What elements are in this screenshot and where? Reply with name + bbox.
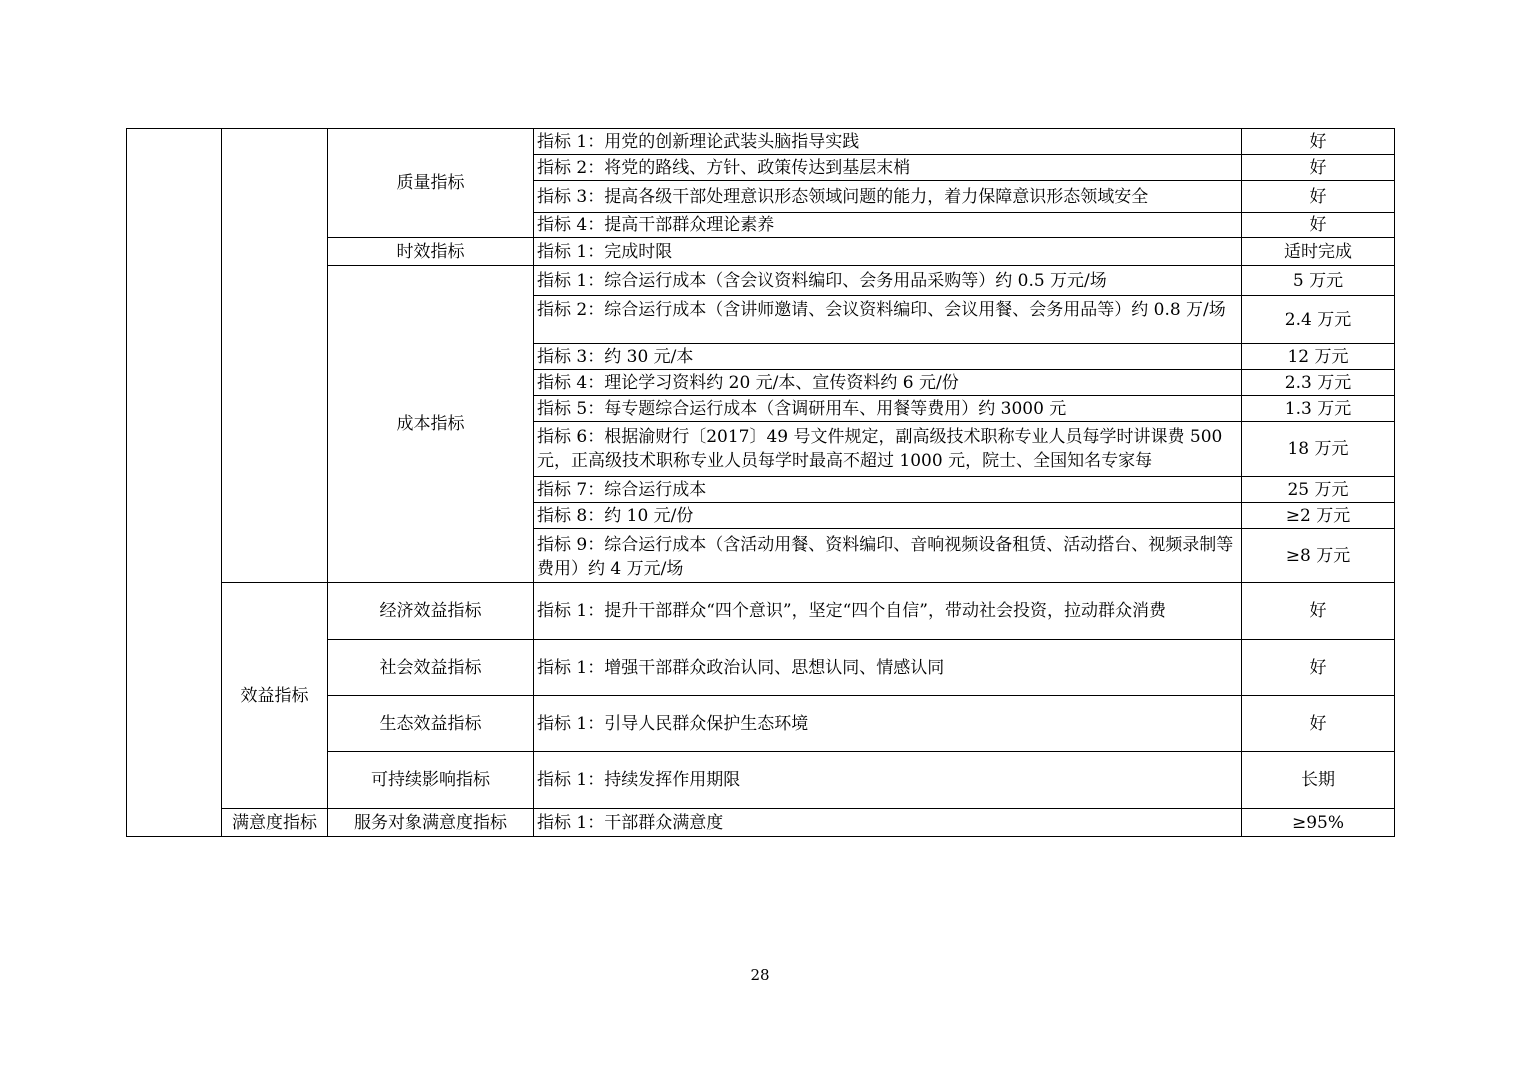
- indicator-text-clip: 指标 6：根据渝财行〔2017〕49 号文件规定，副高级技术职称专业人员每学时讲课费 500 元，正高级技术职称专业人员每学时最高不超过 1000 元，院士、全国知名专家每: [537, 427, 1223, 471]
- indicator-value: ≥8 万元: [1242, 529, 1395, 583]
- indicator-value: 长期: [1242, 752, 1395, 809]
- indicator-text: 指标 4：理论学习资料约 20 元/本、宣传资料约 6 元/份: [534, 370, 1242, 396]
- indicator-text: 指标 1：持续发挥作用期限: [534, 752, 1242, 809]
- indicator-value: 好: [1242, 213, 1395, 238]
- indicator-text: 指标 8：约 10 元/份: [534, 503, 1242, 529]
- category-economic: 经济效益指标: [328, 583, 534, 640]
- indicator-text: [534, 529, 1242, 583]
- second-level-output-cell: [222, 129, 328, 583]
- category-cost: 成本指标: [328, 266, 534, 583]
- indicator-value: 5 万元: [1242, 266, 1395, 296]
- table-row: [127, 129, 1395, 155]
- indicator-value: 25 万元: [1242, 477, 1395, 503]
- indicator-value: ≥95%: [1242, 809, 1395, 837]
- category-satisfaction: 满意度指标: [222, 809, 328, 837]
- table-row: [127, 809, 1395, 837]
- indicator-text: 指标 1：增强干部群众政治认同、思想认同、情感认同: [534, 640, 1242, 696]
- performance-indicator-table: [126, 128, 1395, 837]
- indicator-value: 2.4 万元: [1242, 296, 1395, 344]
- indicator-text: 指标 1：引导人民群众保护生态环境: [534, 696, 1242, 752]
- category-timeliness: 时效指标: [328, 238, 534, 266]
- indicator-value: 适时完成: [1242, 238, 1395, 266]
- category-ecological: 生态效益指标: [328, 696, 534, 752]
- page-number: 28: [750, 966, 770, 984]
- indicator-text-clip: 指标 2：综合运行成本（含讲师邀请、会议资料编印、会议用餐、会务用品等）约 0.8 万/场: [537, 300, 1226, 320]
- indicator-value: 好: [1242, 181, 1395, 213]
- indicator-text: 指标 1：干部群众满意度: [534, 809, 1242, 837]
- indicator-value: 2.3 万元: [1242, 370, 1395, 396]
- indicator-text: 指标 1：用党的创新理论武装头脑指导实践: [534, 129, 1242, 155]
- indicator-value: 好: [1242, 640, 1395, 696]
- indicator-text: 指标 1：提升干部群众“四个意识”，坚定“四个自信”，带动社会投资，拉动群众消费: [534, 583, 1242, 640]
- category-social: 社会效益指标: [328, 640, 534, 696]
- indicator-value: 好: [1242, 129, 1395, 155]
- indicator-value: 好: [1242, 583, 1395, 640]
- category-benefit: 效益指标: [222, 583, 328, 809]
- indicator-text: 指标 3：提高各级干部处理意识形态领域问题的能力，着力保障意识形态领域安全: [534, 181, 1242, 213]
- category-service-satisfaction: 服务对象满意度指标: [328, 809, 534, 837]
- indicator-text: 指标 5：每专题综合运行成本（含调研用车、用餐等费用）约 3000 元: [534, 396, 1242, 422]
- indicator-text: [534, 422, 1242, 477]
- first-level-indicator-cell: [127, 129, 222, 837]
- indicator-value: 12 万元: [1242, 344, 1395, 370]
- indicator-value: ≥2 万元: [1242, 503, 1395, 529]
- category-sustainable: 可持续影响指标: [328, 752, 534, 809]
- indicator-value: 18 万元: [1242, 422, 1395, 477]
- indicator-text: 指标 7：综合运行成本: [534, 477, 1242, 503]
- category-quality: 质量指标: [328, 129, 534, 238]
- indicator-value: 好: [1242, 696, 1395, 752]
- indicator-text: 指标 2：将党的路线、方针、政策传达到基层末梢: [534, 155, 1242, 181]
- indicator-text: 指标 1：综合运行成本（含会议资料编印、会务用品采购等）约 0.5 万元/场: [534, 266, 1242, 296]
- indicator-text-clip: 指标 9：综合运行成本（含活动用餐、资料编印、音响视频设备租赁、活动搭台、视频录制等费用）约 4 万元/场: [537, 535, 1234, 579]
- indicator-text: [534, 296, 1242, 344]
- indicator-value: 好: [1242, 155, 1395, 181]
- indicator-text: 指标 3：约 30 元/本: [534, 344, 1242, 370]
- table-row: [127, 583, 1395, 640]
- indicator-value: 1.3 万元: [1242, 396, 1395, 422]
- indicator-text: 指标 1：完成时限: [534, 238, 1242, 266]
- indicator-text: 指标 4：提高干部群众理论素养: [534, 213, 1242, 238]
